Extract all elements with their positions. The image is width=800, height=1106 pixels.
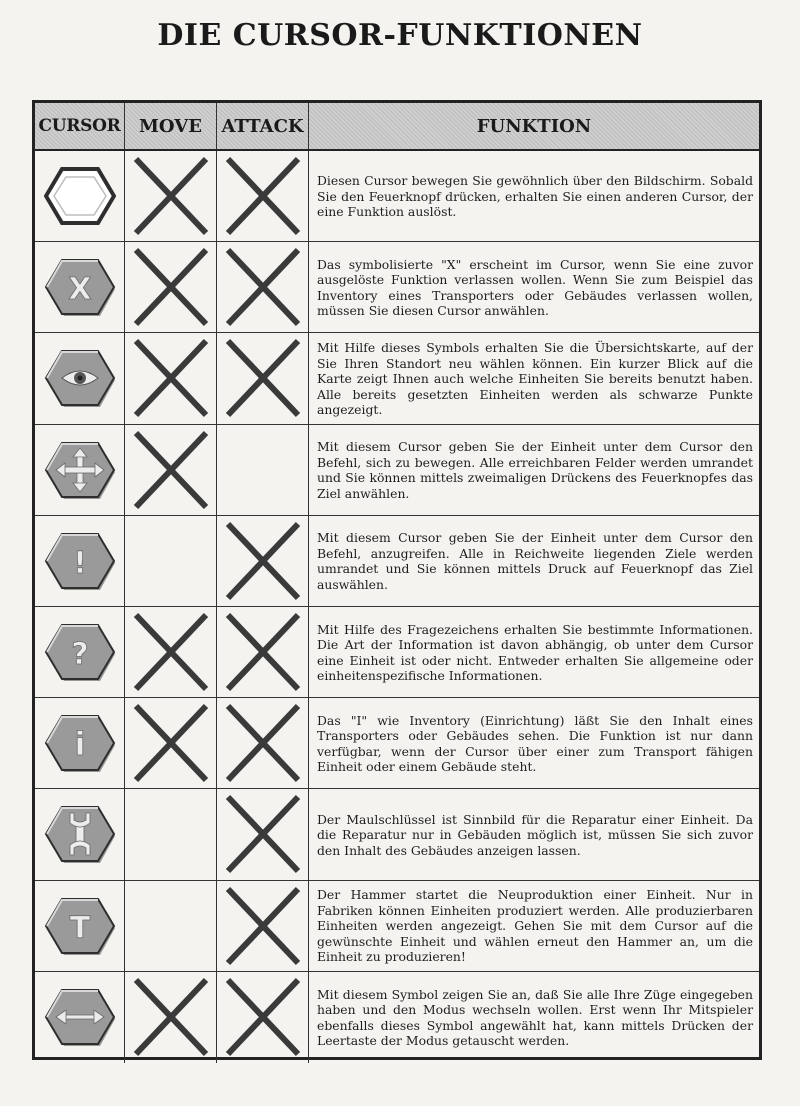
attack-cell xyxy=(217,698,309,789)
cursor-icon-cell xyxy=(35,425,125,516)
attack-cell xyxy=(217,881,309,972)
function-description: Das symbolisierte "X" erscheint im Cursor, wenn Sie eine zuvor ausgelöste Funktion verlassen wollen. Wenn Sie zum Beispiel das Inventory eines Transporters oder Gebäudes verlassen wollen, müssen Sie diesen Cursor anwählen. xyxy=(317,256,753,319)
attack-empty-mark xyxy=(220,427,306,513)
attack-cross-mark xyxy=(220,244,306,330)
move-empty-mark xyxy=(128,883,214,969)
function-description-cell xyxy=(309,425,759,516)
attack-cell xyxy=(217,516,309,607)
svg-text:X: X xyxy=(67,272,92,308)
move-cell xyxy=(125,516,217,607)
move-empty-mark xyxy=(128,518,214,604)
attack-cross-mark xyxy=(220,609,306,695)
function-description-cell xyxy=(309,242,759,333)
move-cell xyxy=(125,333,217,424)
cursor-icon-cell xyxy=(35,789,125,880)
page-title: DIE CURSOR-FUNKTIONEN xyxy=(157,18,643,53)
attack-cell xyxy=(217,151,309,242)
move-cell xyxy=(125,698,217,789)
function-description: Mit diesem Cursor geben Sie der Einheit unter dem Cursor den Befehl, anzugreifen. Alle in Reichweite liegenden Ziele werden umrandet und Sie können mittels Druck auf Feuerknopf das Ziel auswählen. xyxy=(317,530,753,592)
cursor-icon-cell xyxy=(35,972,125,1063)
function-description-cell xyxy=(309,151,759,242)
function-description: Der Maulschlüssel ist Sinnbild für die Reparatur einer Einheit. Da die Reparatur nur in Gebäuden möglich ist, müssen Sie sich zuvor den Inhalt des Gebäudes anzeigen lassen. xyxy=(317,811,753,858)
switch-arrows-icon xyxy=(44,986,116,1048)
move-cell xyxy=(125,242,217,333)
move-cross-mark xyxy=(128,609,214,695)
function-description-cell xyxy=(309,698,759,789)
function-description: Diesen Cursor bewegen Sie gewöhnlich über den Bildschirm. Sobald Sie den Feuerknopf drücken, erhalten Sie einen anderen Cursor, der eine Funktion auslöst. xyxy=(317,173,753,220)
attack-cross-mark xyxy=(220,700,306,786)
function-description: Mit diesem Cursor geben Sie der Einheit unter dem Cursor den Befehl, sich zu bewegen. Alle erreichbaren Felder werden umrandet und Sie können mittels zweimaligen Drückens des Feuerknopfes das Ziel anwählen. xyxy=(317,439,753,501)
eye-icon xyxy=(44,347,116,409)
move-cell xyxy=(125,789,217,880)
cursor-icon-cell xyxy=(35,151,125,242)
attack-cross-mark xyxy=(220,335,306,421)
svg-text:?: ? xyxy=(70,637,89,673)
function-description-cell xyxy=(309,789,759,880)
wrench-icon xyxy=(44,803,116,865)
attack-cell xyxy=(217,333,309,424)
attack-cross-mark xyxy=(220,791,306,877)
move-cell xyxy=(125,607,217,698)
hexagon-outline-icon xyxy=(44,165,116,227)
svg-text:!: ! xyxy=(72,545,87,581)
attack-cell xyxy=(217,242,309,333)
cursor-functions-table xyxy=(32,100,762,1060)
function-description: Das "I" wie Inventory (Einrichtung) läßt Sie den Inhalt eines Transporters oder Gebäudes sehen. Die Funktion ist nur dann verfügbar, wenn der Cursor über einer zum Transport fähigen Einheit oder einem Gebäude steht. xyxy=(317,712,753,775)
attack-cross-mark xyxy=(220,883,306,969)
move-cell xyxy=(125,972,217,1063)
attack-cell xyxy=(217,972,309,1063)
info-icon xyxy=(44,712,116,774)
cursor-icon-cell xyxy=(35,881,125,972)
question-icon xyxy=(44,621,116,683)
move-cross-mark xyxy=(128,153,214,239)
move-cross-mark xyxy=(128,974,214,1060)
attack-cell xyxy=(217,425,309,516)
attack-cell xyxy=(217,607,309,698)
x-icon xyxy=(44,256,116,318)
header-function: FUNKTION xyxy=(309,103,759,151)
move-cell xyxy=(125,425,217,516)
move-cell xyxy=(125,881,217,972)
cursor-icon-cell xyxy=(35,242,125,333)
move-empty-mark xyxy=(128,791,214,877)
function-description: Der Hammer startet die Neuproduktion einer Einheit. Nur in Fabriken können Einheiten produziert werden. Alle produzierbaren Einheiten werden angezeigt. Gehen Sie mit dem Cursor auf die gewünschte Einheit und wählen erneut den Hammer an, um die Einheit zu produzieren! xyxy=(317,887,753,965)
function-description: Mit Hilfe des Fragezeichens erhalten Sie bestimmte Informationen. Die Art der Information ist davon abhängig, ob unter dem Cursor eine Einheit ist oder nicht. Entweder erhalten Sie allgemeine oder einheitenspezifische Informationen. xyxy=(317,621,753,684)
header-cursor: CURSOR xyxy=(35,103,125,151)
function-description-cell xyxy=(309,607,759,698)
hammer-icon xyxy=(44,895,116,957)
attack-cross-mark xyxy=(220,518,306,604)
move-cross-mark xyxy=(128,427,214,513)
attack-cross-mark xyxy=(220,974,306,1060)
function-description-cell xyxy=(309,333,759,424)
cursor-icon-cell xyxy=(35,698,125,789)
exclamation-icon xyxy=(44,530,116,592)
function-description-cell xyxy=(309,516,759,607)
move-cell xyxy=(125,151,217,242)
function-description: Mit Hilfe dieses Symbols erhalten Sie die Übersichtskarte, auf der Sie Ihren Standort neu wählen können. Ein kurzer Blick auf die Karte zeigt Ihnen auch welche Einheiten Sie bereits benutzt haben. Alle bereits gesetzten Einheiten werden als schwarze Punkte angezeigt. xyxy=(317,340,753,418)
cursor-icon-cell xyxy=(35,607,125,698)
move-cross-mark xyxy=(128,700,214,786)
svg-text:T: T xyxy=(69,910,90,946)
move-cross-mark xyxy=(128,244,214,330)
function-description: Mit diesem Symbol zeigen Sie an, daß Sie alle Ihre Züge eingegeben haben und den Modus wechseln wollen. Erst wenn Ihr Mitspieler ebenfalls dieses Symbol angewählt hat, kann mittels Drücken der Leertaste der Modus getauscht werden. xyxy=(317,986,753,1049)
function-description-cell xyxy=(309,972,759,1063)
function-description-cell xyxy=(309,881,759,972)
attack-cross-mark xyxy=(220,153,306,239)
attack-cell xyxy=(217,789,309,880)
header-attack: ATTACK xyxy=(217,103,309,151)
move-cross-mark xyxy=(128,335,214,421)
svg-text:i: i xyxy=(74,725,85,764)
cursor-icon-cell xyxy=(35,333,125,424)
cursor-icon-cell xyxy=(35,516,125,607)
header-move: MOVE xyxy=(125,103,217,151)
move-arrows-icon xyxy=(44,439,116,501)
